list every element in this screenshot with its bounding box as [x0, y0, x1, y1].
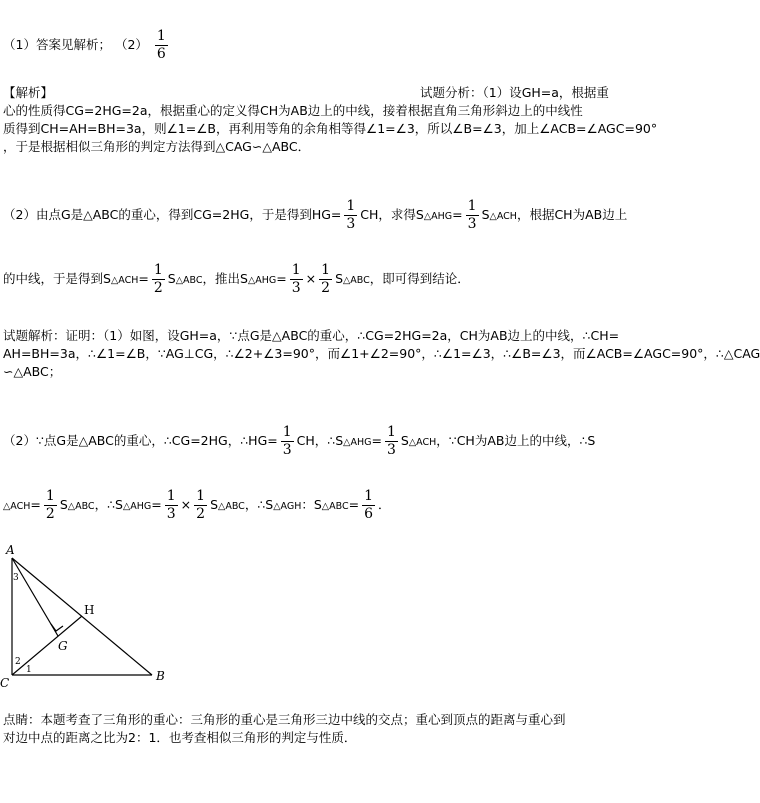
text-segment: ，∵CH为AB边上的中线，∴S	[436, 433, 596, 448]
answer-line	[3, 28, 171, 63]
fraction-numerator: 1	[386, 424, 396, 440]
text-segment: CH，求得S	[360, 207, 424, 222]
fraction-numerator: 1	[153, 262, 163, 278]
fraction	[194, 488, 207, 523]
text-segment: ，即可得到结论．	[369, 271, 470, 286]
text-segment: S	[59, 497, 68, 512]
subscript: △AHG	[122, 501, 152, 512]
text-segment: （2）由点G是△ABC的重心，得到CG=2HG，于是得到HG=	[3, 207, 342, 222]
solution-part2-line2	[3, 488, 391, 523]
subscript: △ACH	[408, 437, 437, 448]
analysis-lead: 试题分析：（1）设GH=a，根据重	[420, 85, 609, 100]
fraction-numerator: 1	[346, 198, 356, 214]
fraction-numerator: 1	[291, 262, 301, 278]
solution-part2-line1	[3, 424, 595, 459]
label-B: B	[156, 669, 165, 683]
text-segment: CH，∴S	[296, 433, 344, 448]
subscript: △AHG	[247, 275, 277, 286]
text-segment: ．	[378, 497, 391, 512]
fraction-numerator: 1	[156, 28, 166, 44]
text-segment: ，推出S	[202, 271, 248, 286]
subscript: △ABC	[175, 275, 203, 286]
solution-line1: 试题解析：证明：（1）如图，设GH=a，∵点G是△ABC的重心，∴CG=2HG=2a，CH为AB边上的中线，∴CH=	[3, 328, 620, 343]
solution-line2: AH=BH=3a，∴∠1=∠B，∵AG⊥CG，∴∠2+∠3=90°，而∠1+∠2=90°，∴∠1=∠3，∴∠B=∠3，而∠ACB=∠AGC=90°，∴△CAG	[3, 346, 760, 361]
fraction-denominator: 3	[166, 506, 176, 522]
text-segment: S	[210, 497, 219, 512]
text-segment: ×	[305, 271, 317, 286]
fraction-numerator: 1	[282, 424, 292, 440]
fraction	[319, 262, 332, 297]
subscript: △ABC	[343, 275, 370, 286]
text-segment: =	[371, 433, 382, 448]
subscript: △AHG	[423, 211, 453, 222]
analysis-line2: 质得到CH=AH=BH=3a，则∠1=∠B，再利用等角的余角相等得∠1=∠3，所以∠B=∠3，加上∠ACB=∠AGC=90°	[3, 121, 658, 136]
fraction	[344, 198, 357, 233]
text-segment: =	[452, 207, 463, 222]
fraction	[466, 198, 479, 233]
label-angle-1: 1	[26, 665, 32, 675]
fraction-denominator: 3	[386, 442, 396, 458]
fraction-denominator: 2	[196, 506, 206, 522]
text-segment: S	[481, 207, 490, 222]
text-segment: S	[335, 271, 343, 286]
comment-line2: 对边中点的距离之比为2：1．也考查相似三角形的判定与性质．	[3, 730, 357, 745]
text-segment: S	[400, 433, 409, 448]
text-segment: =	[348, 497, 360, 512]
text-segment: S	[167, 271, 176, 286]
fraction-numerator: 1	[364, 488, 373, 504]
triangle-figure	[0, 540, 200, 690]
analysis-part2-line1	[3, 198, 627, 233]
fraction-denominator: 6	[364, 506, 373, 522]
fraction-denominator: 3	[291, 280, 301, 296]
label-G: G	[58, 639, 68, 653]
label-A: A	[6, 543, 15, 557]
fraction-numerator: 1	[45, 488, 55, 504]
fraction	[165, 488, 178, 523]
fraction	[362, 488, 375, 523]
text-segment: ×	[180, 497, 192, 512]
fraction-numerator: 1	[196, 488, 206, 504]
answer-fraction	[155, 28, 168, 63]
solution-line3: ∽△ABC；	[3, 364, 62, 379]
text-segment: 的中线，于是得到S	[3, 271, 111, 286]
fraction	[290, 262, 303, 297]
text-segment: ，根据CH为AB边上	[516, 207, 628, 222]
fraction-numerator: 1	[467, 198, 477, 214]
text-segment: （2）∵点G是△ABC的重心，∴CG=2HG，∴HG=	[3, 433, 278, 448]
text-segment: =	[151, 497, 162, 512]
fraction-denominator: 3	[282, 442, 292, 458]
text-segment: =	[138, 271, 149, 286]
analysis-line3: ，于是根据相似三角形的判定方法得到△CAG∽△ABC．	[3, 139, 311, 154]
subscript: △ABC	[218, 501, 245, 512]
subscript: △ABC	[67, 501, 95, 512]
fraction-denominator: 2	[153, 280, 163, 296]
label-angle-3: 3	[13, 573, 19, 583]
text-segment: ，∴S	[94, 497, 123, 512]
label-C: C	[0, 676, 10, 690]
fraction-numerator: 1	[166, 488, 176, 504]
analysis-title: 【解析】	[3, 85, 54, 100]
label-H: H	[84, 603, 95, 617]
right-angle-mark	[51, 624, 63, 631]
text-segment: ：S	[301, 497, 322, 512]
answer-part1: （1）答案见解析；	[3, 37, 111, 52]
fraction-denominator: 3	[346, 216, 356, 232]
subscript: △ACH	[489, 211, 517, 222]
fraction	[385, 424, 398, 459]
fraction-numerator: 1	[321, 262, 331, 278]
label-angle-2: 2	[15, 657, 21, 667]
comment-line1: 点睛：本题考查了三角形的重心：三角形的重心是三角形三边中线的交点；重心到顶点的距离与重心到	[3, 712, 566, 727]
subscript: △AHG	[343, 437, 372, 448]
analysis-line1: 心的性质得CG=2HG=2a，根据重心的定义得CH为AB边上的中线，接着根据直角三角形斜边上的中线性	[3, 103, 583, 118]
answer-part2-label: （2）	[114, 37, 148, 52]
text-segment: =	[30, 497, 41, 512]
median-CH	[12, 616, 82, 675]
fraction	[152, 262, 165, 297]
analysis-part2-line2	[3, 262, 470, 297]
subscript: △ACH	[3, 501, 31, 512]
fraction-denominator: 3	[467, 216, 477, 232]
text-segment: ，∴S	[244, 497, 274, 512]
fraction-denominator: 2	[321, 280, 331, 296]
text-segment: =	[276, 271, 287, 286]
subscript: △AGH	[273, 501, 302, 512]
subscript: △ABC	[321, 501, 349, 512]
subscript: △ACH	[110, 275, 139, 286]
fraction	[44, 488, 57, 523]
fraction-denominator: 6	[156, 46, 166, 62]
fraction-denominator: 2	[45, 506, 55, 522]
fraction	[281, 424, 294, 459]
